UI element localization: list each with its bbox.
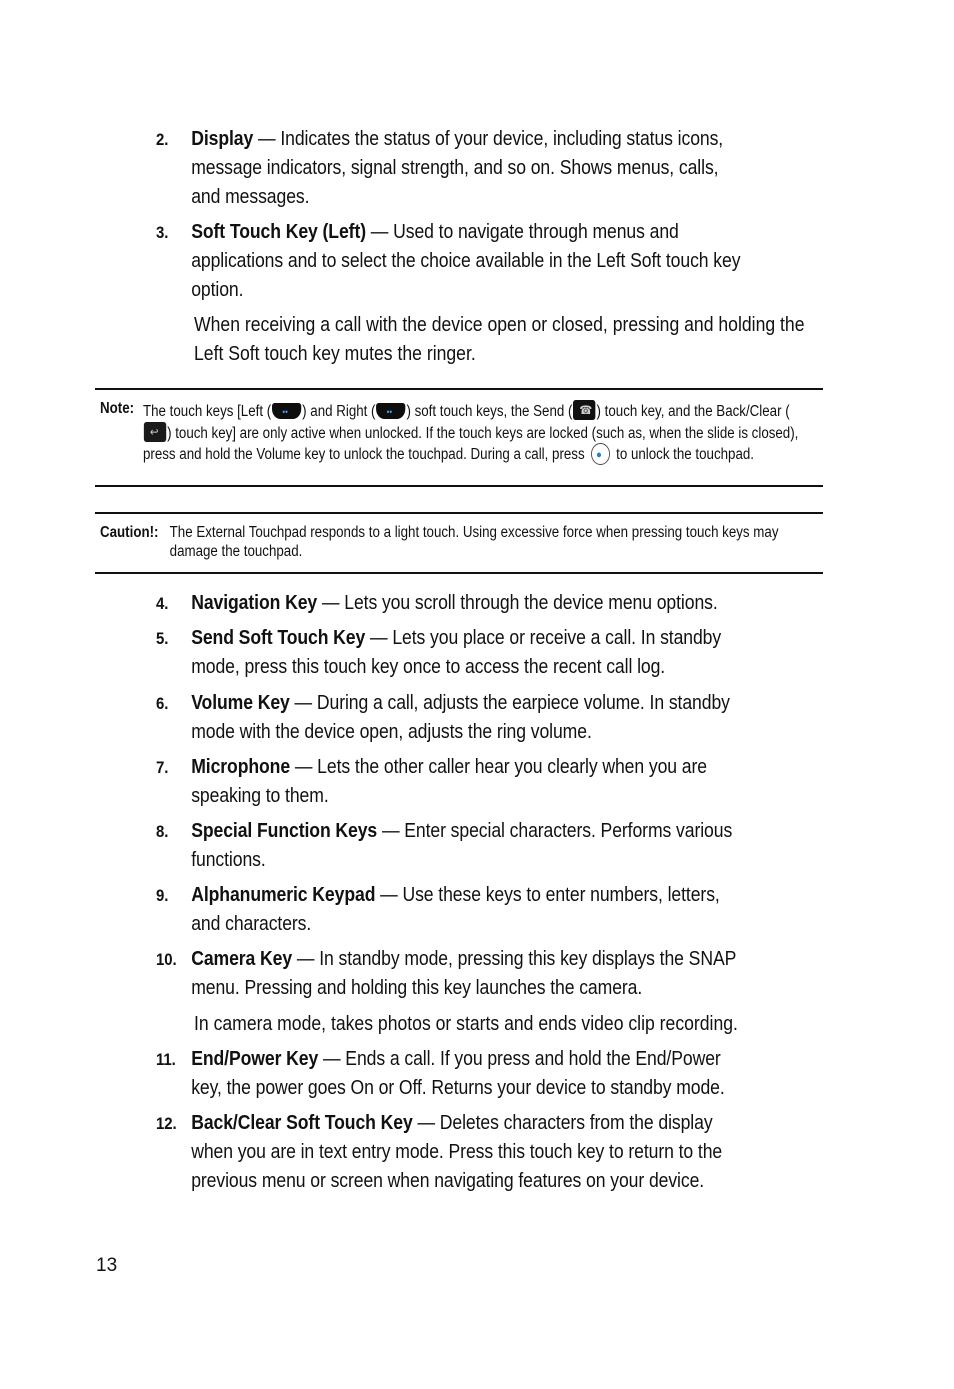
caution-top-rule — [95, 512, 823, 514]
item-number: 3. — [156, 223, 169, 242]
item-text: — Lets the other caller hear you clearly when you are speaking to them. — [191, 756, 707, 807]
item-number: 11. — [156, 1050, 176, 1069]
list-item-microphone — [156, 753, 747, 811]
item-text: — Deletes characters from the display when you are in text entry mode. Press this touch key to return to the previous menu or screen when navigating features on your device. — [191, 1112, 723, 1192]
send-key-icon — [573, 400, 595, 420]
item-term: Volume Key — [191, 692, 290, 714]
item-term: Navigation Key — [191, 592, 318, 614]
item-term: Special Function Keys — [191, 820, 378, 842]
item-text: — Used to navigate through menus and applications and to select the choice available in the Left Soft touch key option. — [191, 221, 741, 301]
list-item-display — [156, 125, 747, 212]
item-number: 8. — [156, 822, 169, 841]
caution-box — [100, 524, 805, 561]
list-item-alphanumeric-keypad — [156, 881, 747, 939]
note-box — [100, 400, 805, 465]
item-term: Send Soft Touch Key — [191, 627, 366, 649]
item-text: — Ends a call. If you press and hold the End/Power key, the power goes On or Off. Returns your device to standby mode. — [191, 1048, 725, 1099]
caution-bottom-rule — [95, 572, 823, 574]
list-item-send-soft-touch-key — [156, 624, 747, 682]
list-item-soft-touch-key-left — [156, 218, 747, 305]
page-number: 13 — [96, 1255, 118, 1276]
camera-mode-paragraph: In camera mode, takes photos or starts and ends video clip recording. — [194, 1013, 738, 1035]
note-top-rule — [95, 388, 823, 390]
item-number: 4. — [156, 594, 169, 613]
item-number: 2. — [156, 130, 169, 149]
note-text: The touch keys [Left (•• ) and Right (•• ) soft touch keys, the Send (☎ ) touch key, and the Back/Clear (↩) touch key] are only active when unlocked. If the touch keys are locked (such as, when the slide is closed), press and hold the Volume key to unlock the touchpad. During a call, press ● to unlock the touchpad. — [143, 400, 805, 465]
item-term: End/Power Key — [191, 1048, 319, 1070]
item-text: — During a call, adjusts the earpiece volume. In standby mode with the device open, adjusts the ring volume. — [191, 692, 730, 743]
item-text: — In standby mode, pressing this key displays the SNAP menu. Pressing and holding this key launches the camera. — [191, 948, 736, 999]
item-number: 6. — [156, 694, 169, 713]
item-term: Camera Key — [191, 948, 293, 970]
list-item-camera-key — [156, 945, 747, 1003]
item-text: — Lets you place or receive a call. In standby mode, press this touch key once to access the recent call log. — [191, 627, 722, 678]
list-item-back-clear-soft-touch-key — [156, 1109, 747, 1196]
item-term: Display — [191, 128, 254, 150]
item-term: Alphanumeric Keypad — [191, 884, 376, 906]
caution-label: Caution!: — [100, 524, 159, 541]
list-item-end-power-key — [156, 1045, 747, 1103]
item-text: — Enter special characters. Performs various functions. — [191, 820, 733, 871]
left-soft-key-paragraph: When receiving a call with the device open or closed, pressing and holding the Left Soft touch key mutes the ringer. — [194, 314, 805, 365]
item-term: Soft Touch Key (Left) — [191, 221, 366, 243]
right-soft-key-icon — [376, 403, 405, 419]
left-soft-key-icon — [272, 403, 301, 419]
list-item-navigation-key — [156, 589, 747, 618]
item-text: — Lets you scroll through the device menu options. — [317, 592, 718, 614]
item-number: 12. — [156, 1114, 177, 1133]
item-text: — Indicates the status of your device, including status icons, message indicators, signal strength, and so on. Shows menus, calls, and messages. — [191, 128, 724, 208]
item-term: Microphone — [191, 756, 291, 778]
item-number: 5. — [156, 629, 169, 648]
item-text: — Use these keys to enter numbers, letters, and characters. — [191, 884, 720, 935]
lock-key-icon — [591, 443, 610, 465]
item-number: 7. — [156, 758, 169, 777]
caution-text: The External Touchpad responds to a light touch. Using excessive force when pressing touch keys may damage the touchpad. — [169, 524, 779, 560]
note-bottom-rule — [95, 485, 823, 487]
list-item-volume-key — [156, 689, 747, 747]
item-term: Back/Clear Soft Touch Key — [191, 1112, 413, 1134]
item-number: 10. — [156, 950, 177, 969]
back-clear-key-icon — [144, 422, 166, 442]
note-label: Note: — [100, 400, 135, 417]
item-number: 9. — [156, 886, 169, 905]
list-item-special-function-keys — [156, 817, 747, 875]
